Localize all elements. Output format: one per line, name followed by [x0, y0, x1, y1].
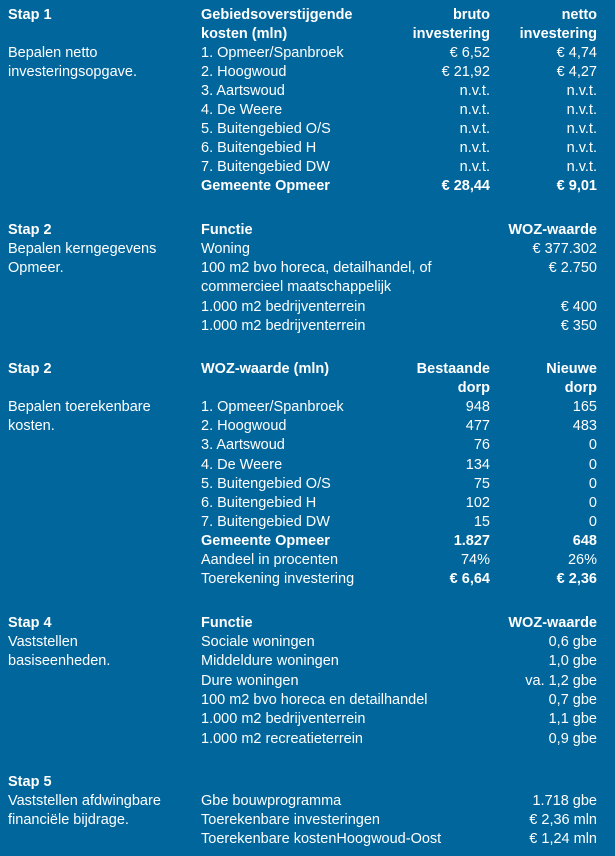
table-row-bestaand: 102 — [465, 495, 490, 511]
table-row-value: 0,9 gbe — [548, 731, 597, 747]
table-row-value: € 377.302 — [532, 241, 597, 257]
table-row-value: 1.718 gbe — [532, 793, 597, 809]
table-row-netto: n.v.t. — [566, 83, 597, 99]
table-row-nieuw: 0 — [588, 437, 597, 453]
step2a-header-label: Functie — [201, 222, 253, 238]
table-row-label: 4. De Weere — [201, 102, 283, 118]
table-row-nieuw: 0 — [588, 457, 597, 473]
table-row-label: Middeldure woningen — [201, 653, 339, 669]
step2b-alloc-nieuw: € 2,36 — [556, 571, 597, 587]
step1-header-netto2: investering — [519, 26, 597, 42]
step2a-desc-line2: Opmeer. — [8, 260, 64, 276]
step1-header-netto1: netto — [561, 7, 597, 23]
step2b-header-nieuw1: Nieuwe — [546, 361, 597, 377]
step1-total-bruto: € 28,44 — [441, 178, 490, 194]
step1-header-bruto2: investering — [412, 26, 490, 42]
table-row-label: 5. Buitengebied O/S — [201, 476, 331, 492]
step2b-alloc-label: Toerekening investering — [201, 571, 355, 587]
table-row-bestaand: 75 — [473, 476, 490, 492]
table-row-label: 5. Buitengebied O/S — [201, 121, 331, 137]
table-row-label: 6. Buitengebied H — [201, 495, 317, 511]
step2b-share-bestaand: 74% — [460, 552, 490, 568]
table-row-netto: n.v.t. — [566, 159, 597, 175]
step4-title: Stap 4 — [8, 615, 52, 631]
table-row-value: 1,1 gbe — [548, 711, 597, 727]
table-row-value: 1,0 gbe — [548, 653, 597, 669]
step1-title: Stap 1 — [8, 7, 52, 23]
table-row-bestaand: 948 — [465, 399, 490, 415]
table-row-netto: € 4,27 — [556, 64, 597, 80]
table-row-netto: n.v.t. — [566, 140, 597, 156]
table-row-label: 1. Opmeer/Spanbroek — [201, 399, 344, 415]
table-row-value: € 350 — [560, 318, 597, 334]
table-row-nieuw: 0 — [588, 514, 597, 530]
table-row-value: € 400 — [560, 299, 597, 315]
step2b-title: Stap 2 — [8, 361, 52, 377]
step2b-share-label: Aandeel in procenten — [201, 552, 339, 568]
table-row-label: 4. De Weere — [201, 457, 283, 473]
step2a-header-col: WOZ-waarde — [508, 222, 597, 238]
table-row-bruto: € 21,92 — [441, 64, 490, 80]
table-row-bruto: n.v.t. — [459, 159, 490, 175]
step1-total-label: Gemeente Opmeer — [201, 178, 330, 194]
table-row-bruto: n.v.t. — [459, 102, 490, 118]
table-row-label: commercieel maatschappelijk — [201, 279, 392, 295]
table-row-value: € 2,36 mln — [529, 812, 597, 828]
table-row-netto: n.v.t. — [566, 121, 597, 137]
table-row-label: Woning — [201, 241, 250, 257]
table-row-bestaand: 76 — [473, 437, 490, 453]
table-row-label: 2. Hoogwoud — [201, 418, 287, 434]
table-row-label: 7. Buitengebied DW — [201, 159, 330, 175]
table-row-nieuw: 0 — [588, 476, 597, 492]
step4-header-label: Functie — [201, 615, 253, 631]
step2b-total-bestaand: 1.827 — [453, 533, 490, 549]
table-row-label: Sociale woningen — [201, 634, 315, 650]
table-row-value: € 1,24 mln — [529, 831, 597, 847]
step5-title: Stap 5 — [8, 774, 52, 790]
table-row-bruto: n.v.t. — [459, 83, 490, 99]
step2a-desc-line1: Bepalen kerngegevens — [8, 241, 157, 257]
table-row-bruto: n.v.t. — [459, 140, 490, 156]
step1-header-bruto1: bruto — [452, 7, 490, 23]
table-row-bestaand: 134 — [465, 457, 490, 473]
step2a-title: Stap 2 — [8, 222, 52, 238]
table-row-netto: € 4,74 — [556, 45, 597, 61]
table-row-label: 100 m2 bvo horeca en detailhandel — [201, 692, 428, 708]
table-row-value: 0,7 gbe — [548, 692, 597, 708]
table-row-label: Dure woningen — [201, 673, 299, 689]
table-row-label: 1.000 m2 bedrijventerrein — [201, 318, 366, 334]
step2b-total-nieuw: 648 — [572, 533, 597, 549]
table-row-label: 3. Aartswoud — [201, 83, 285, 99]
table-row-bruto: € 6,52 — [449, 45, 490, 61]
table-row-netto: n.v.t. — [566, 102, 597, 118]
table-row-label: 1.000 m2 recreatieterrein — [201, 731, 363, 747]
table-row-label: Gbe bouwprogramma — [201, 793, 342, 809]
table-row-label: Toerekenbare kostenHoogwoud-Oost — [201, 831, 442, 847]
step1-header-label1: Gebiedsoverstijgende — [201, 7, 353, 23]
table-row-label: 2. Hoogwoud — [201, 64, 287, 80]
step5-desc-line1: Vaststellen afdwingbare — [8, 793, 161, 809]
table-row-label: 100 m2 bvo horeca, detailhandel, of — [201, 260, 432, 276]
table-row-label: 7. Buitengebied DW — [201, 514, 330, 530]
step2b-desc-line1: Bepalen toerekenbare — [8, 399, 151, 415]
table-row-bestaand: 477 — [465, 418, 490, 434]
step5-desc-line2: financiële bijdrage. — [8, 812, 129, 828]
step4-header-col: WOZ-waarde — [508, 615, 597, 631]
step2b-share-nieuw: 26% — [567, 552, 597, 568]
table-row-label: 3. Aartswoud — [201, 437, 285, 453]
table-row-value: va. 1,2 gbe — [525, 673, 597, 689]
step2b-header-nieuw2: dorp — [564, 380, 597, 396]
step1-total-netto: € 9,01 — [556, 178, 597, 194]
step2b-header-bestaand2: dorp — [457, 380, 490, 396]
table-row-label: 1.000 m2 bedrijventerrein — [201, 711, 366, 727]
table-row-nieuw: 0 — [588, 495, 597, 511]
table-row-bruto: n.v.t. — [459, 121, 490, 137]
step1-desc-line1: Bepalen netto — [8, 45, 98, 61]
table-row-value: € 2.750 — [548, 260, 597, 276]
step1-desc-line2: investeringsopgave. — [8, 64, 137, 80]
step2b-header-label: WOZ-waarde (mln) — [201, 361, 330, 377]
step2b-total-label: Gemeente Opmeer — [201, 533, 330, 549]
table-row-label: 1. Opmeer/Spanbroek — [201, 45, 344, 61]
table-row-value: 0,6 gbe — [548, 634, 597, 650]
step4-desc-line1: Vaststellen — [8, 634, 78, 650]
table-row-nieuw: 483 — [572, 418, 597, 434]
step2b-alloc-bestaand: € 6,64 — [449, 571, 490, 587]
step4-desc-line2: basiseenheden. — [8, 653, 111, 669]
table-row-bestaand: 15 — [473, 514, 490, 530]
step1-header-label2: kosten (mln) — [201, 26, 288, 42]
step2b-header-bestaand1: Bestaande — [416, 361, 490, 377]
table-row-label: Toerekenbare investeringen — [201, 812, 380, 828]
step2b-desc-line2: kosten. — [8, 418, 55, 434]
table-row-label: 1.000 m2 bedrijventerrein — [201, 299, 366, 315]
table-row-nieuw: 165 — [572, 399, 597, 415]
table-row-label: 6. Buitengebied H — [201, 140, 317, 156]
